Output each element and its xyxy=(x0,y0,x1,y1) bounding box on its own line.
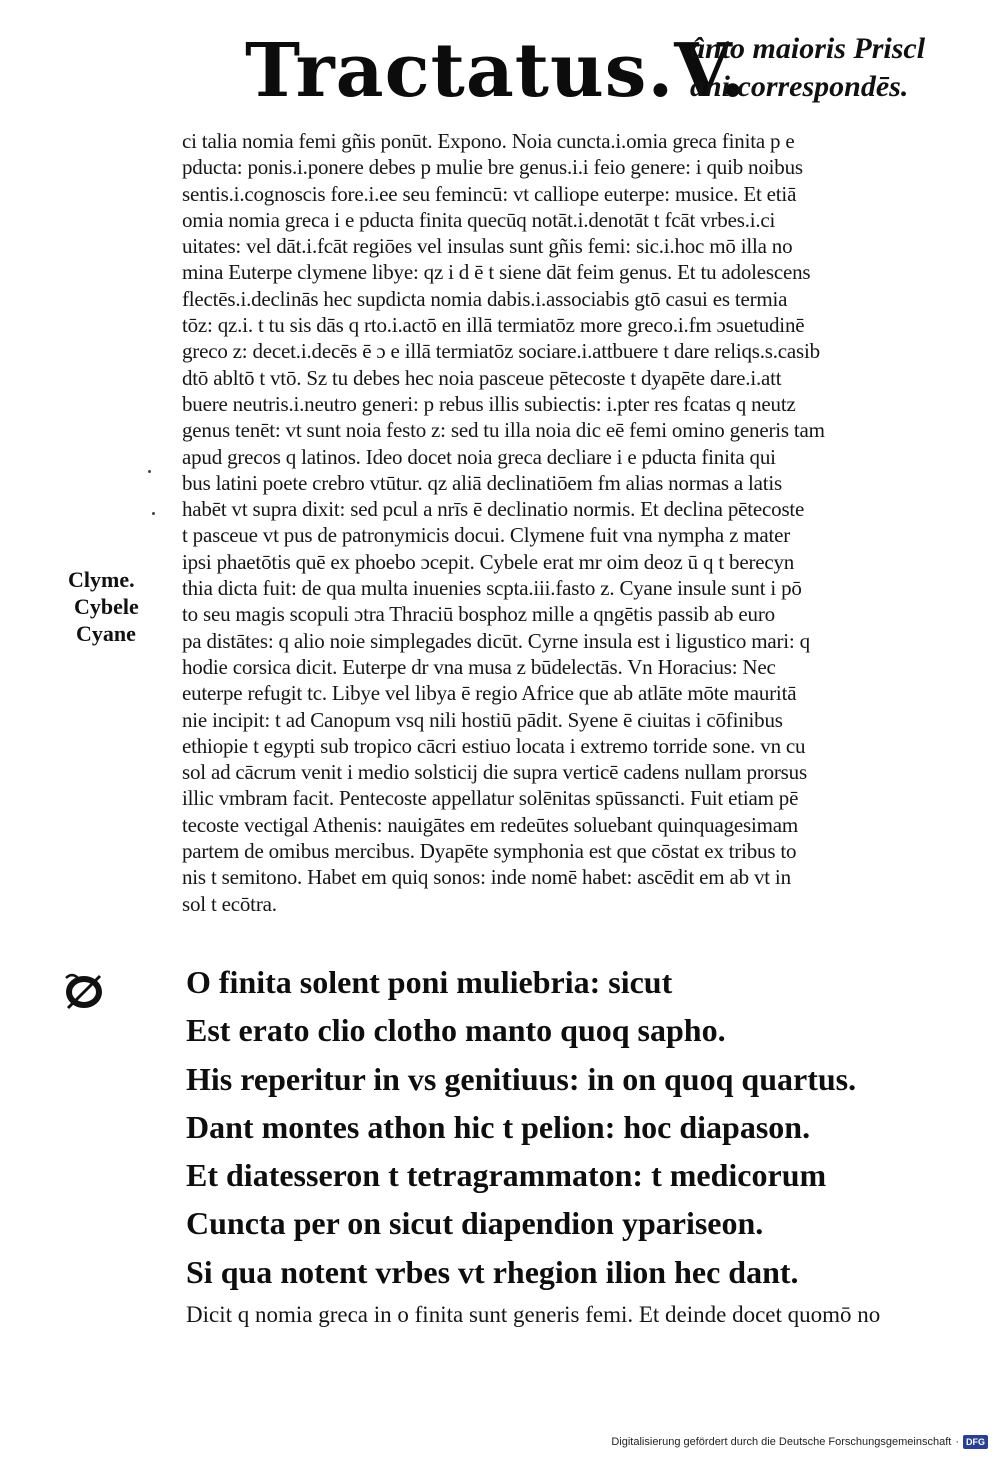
verse-line: O finita solent poni muliebria: sicut xyxy=(186,964,673,1000)
commentary-line: tecoste vectigal Athenis: nauigātes em redeūtes soluebant quinquagesimam xyxy=(182,812,799,837)
margin-note: Cybele xyxy=(74,594,139,619)
header-right-text xyxy=(690,30,925,106)
commentary-line: ci talia nomia femi gñis ponūt. Expono. Noia cuncta.i.omia greca finita p e xyxy=(182,129,795,153)
commentary-line: nie incipit: t ad Canopum vsq nili hostiū pādit. Syene ē ciuitas i cōfinibus xyxy=(182,707,783,732)
commentary-line: pducta: ponis.i.ponere debes p mulie bre genus.i.i feio genere: i quib noibus xyxy=(182,155,803,180)
commentary-line: sol ad cācrum venit i medio solsticij die supra verticē cadens nullam prorsus xyxy=(182,760,807,785)
commentary-line: mina Euterpe clymene libye: qz i d ē t siene dāt feim genus. Et tu adolescens xyxy=(182,260,811,285)
verse-line: Si qua notent vrbes vt rhegion ilion hec dant. xyxy=(186,1253,799,1290)
commentary-line: pa distātes: q alio noie simplegades dicūt. Cyrne insula est i ligustico mari: q xyxy=(182,628,810,653)
commentary-line: ipsi phaetōtis quē ex phoebo ɔcepit. Cybele erat mr oim deoz ū q t berecyn xyxy=(182,549,795,574)
commentary-line: flectēs.i.declinās hec supdicta nomia dabis.i.associabis gtō casui es termia xyxy=(182,286,788,311)
margin-note: Clyme. xyxy=(68,567,135,592)
commentary-line: euterpe refugit tc. Libye vel libya ē regio Africe que ab atlāte mōte mauritā xyxy=(182,681,797,706)
commentary-line: habēt vt supra dixit: sed pcul a nrīs ē declinatio normis. Et declina pētecoste xyxy=(182,497,805,522)
ink-speck xyxy=(148,470,151,473)
commentary-line: partem de omibus mercibus. Dyapēte symphonia est que cōstat ex tribus to xyxy=(182,839,797,864)
decorated-o-icon xyxy=(62,968,108,1014)
dfg-logo-icon: DFG xyxy=(963,1435,988,1449)
running-header xyxy=(245,18,945,128)
initial-letter-o xyxy=(62,968,108,1014)
verse-line: Est erato clio clotho manto quoq sapho. xyxy=(186,1012,726,1049)
commentary-line: greco z: decet.i.decēs ē ɔ e illā termiatōz sociare.i.attbuere t dare reliqs.s.casib xyxy=(182,339,820,364)
final-commentary-line: Dicit q nomia greca in o finita sunt generis femi. Et deinde docet quomō no xyxy=(186,1302,881,1327)
commentary-line: apud grecos q latinos. Ideo docet noia greca decliare i e pducta finita qui xyxy=(182,444,776,469)
commentary-block xyxy=(182,128,977,917)
commentary-line: bus latini poete crebro vtūtur. qz aliā declinatiōem fm alias normas a latis xyxy=(182,470,783,495)
commentary-line: buere neutris.i.neutro generi: p rebus illis subiectis: i.pter res fcatas q neutz xyxy=(182,391,796,416)
commentary-line: tōz: qz.i. t tu sis dās q rto.i.actō en illā termiatōz more greco.i.fm ɔsuetudinē xyxy=(182,313,805,338)
commentary-line: illic vmbram facit. Pentecoste appellatur solēnitas spūssancti. Fuit etiam pē xyxy=(182,786,799,811)
verse-line: Cuncta per on sicut diapendion ypariseon. xyxy=(186,1205,764,1242)
margin-note: Cyane xyxy=(76,621,136,646)
verse-line: His reperitur in vs genitiuus: in on quoq quartus. xyxy=(186,1060,857,1097)
footer xyxy=(611,1434,988,1450)
verse-block xyxy=(186,958,976,1296)
commentary-line: sol t ecōtra. xyxy=(182,891,277,916)
commentary-line: hodie corsica dicit. Euterpe dr vna musa z būdelectās. Vn Horacius: Nec xyxy=(182,654,776,679)
footer-separator: · xyxy=(955,1436,959,1448)
commentary-line: genus tenēt: vt sunt noia festo z: sed tu illa noia dic eē femi omino generis tam xyxy=(182,418,825,443)
ink-speck xyxy=(152,512,155,515)
footer-credit: Digitalisierung gefördert durch die Deutsche Forschungsgemeinschaft xyxy=(611,1436,952,1448)
commentary-line: to seu magis scopuli ɔtra Thraciū bosphoz mille a qngētis passib ab euro xyxy=(182,602,775,627)
commentary-line: sentis.i.cognoscis fore.i.ee seu femincū: vt calliope euterpe: musice. Et etiā xyxy=(182,181,797,206)
commentary-line: t pasceue vt pus de patronymicis docui. Clymene fuit vna nympha z mater xyxy=(182,523,791,548)
commentary-line: uitates: vel dāt.i.fcāt regiōes vel insulas sunt gñis femi: sic.i.hoc mō illa no xyxy=(182,234,793,259)
verse-line: Et diatesseron t tetragrammaton: t medicorum xyxy=(186,1157,827,1194)
commentary-line: nis t semitono. Habet em quiq sonos: inde nomē habet: ascēdit em ab vt in xyxy=(182,865,791,890)
commentary-line: omia nomia greca i e pducta finita quecūq notāt.i.denotāt t fcāt vrbes.i.ci xyxy=(182,207,776,232)
commentary-line: dtō abltō t vtō. Sz tu debes hec noia pasceue pētecoste t dyapēte dare.i.att xyxy=(182,365,782,390)
commentary-line: ethiopie t egypti sub tropico cācri estiuo locata i extremo torride sone. vn cu xyxy=(182,733,806,758)
header-right-line: ânto maioris Priscl xyxy=(690,32,926,65)
margin-notes xyxy=(68,566,178,647)
commentary-line: thia dicta fuit: de qua multa inuenies scpta.iii.fasto z. Cyane insule sunt i pō xyxy=(182,576,802,601)
header-right-line: ani correspondēs. xyxy=(690,70,909,103)
verse-line: Dant montes athon hic t pelion: hoc diapason. xyxy=(186,1108,811,1145)
page-title: Tractatus.V. xyxy=(245,28,747,114)
